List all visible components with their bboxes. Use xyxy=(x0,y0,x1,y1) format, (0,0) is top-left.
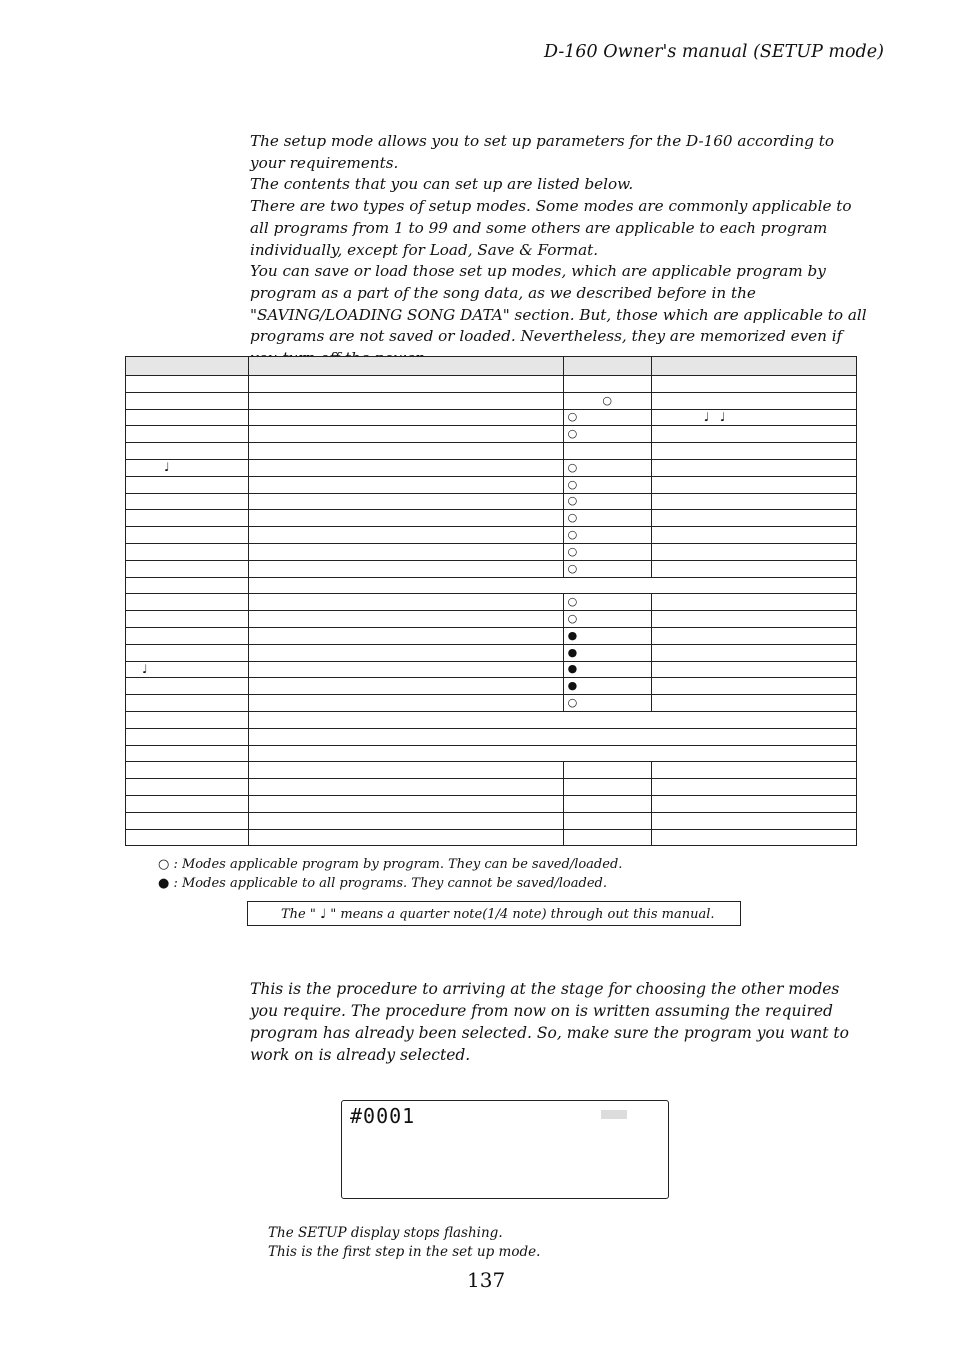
quarter-note-icon: ♩ xyxy=(142,661,148,676)
program-mode-mark: ○ xyxy=(567,544,578,558)
table-row xyxy=(126,627,857,644)
table-row xyxy=(126,543,857,560)
table-row xyxy=(126,560,857,577)
table-row xyxy=(126,594,857,611)
table-row xyxy=(126,527,857,544)
display-caption xyxy=(268,1224,540,1262)
intro-paragraph: The contents that you can set up are listed below. xyxy=(250,175,634,194)
intro-paragraph: There are two types of setup modes. Some modes are commonly applicable to all programs from 1 to 99 and some others are applicable to each program individually, except for Load, Save & Format. xyxy=(250,197,852,259)
table-row xyxy=(126,476,857,493)
program-mode-mark: ○ xyxy=(567,612,578,626)
program-mode-mark: ○ xyxy=(567,494,578,508)
procedure-text: This is the procedure to arriving at the stage for choosing the other modes you require. The procedure from now on is written assuming the required program has already been selected. So, make sure the program you want to work on is already selected. xyxy=(250,980,849,1064)
table-row xyxy=(126,392,857,409)
table-row xyxy=(126,795,857,812)
caption-line: The SETUP display stops flashing. xyxy=(268,1225,503,1241)
intro-text xyxy=(250,131,870,370)
table-row xyxy=(126,745,857,762)
table-row xyxy=(126,728,857,745)
program-mode-mark: ○ xyxy=(567,410,578,424)
program-mode-mark: ○ xyxy=(567,511,578,525)
table-row xyxy=(126,426,857,443)
quarter-note-icon: ♩ xyxy=(719,409,726,424)
table-row xyxy=(126,762,857,779)
caption-line: This is the first step in the set up mode. xyxy=(268,1244,541,1260)
table-row xyxy=(126,459,857,476)
program-mode-mark: ○ xyxy=(602,393,612,407)
program-mode-mark: ○ xyxy=(567,427,578,441)
quarter-note-notice: The " ♩ " means a quarter note(1/4 note) through out this manual. xyxy=(247,901,741,926)
table-row xyxy=(126,661,857,678)
table-row xyxy=(126,443,857,460)
global-mode-mark: ● xyxy=(567,645,578,659)
program-mode-mark: ○ xyxy=(567,561,578,575)
page-header-title: D-160 Owner's manual (SETUP mode) xyxy=(544,42,884,62)
table-row xyxy=(126,376,857,393)
legend-filled-circle: ● : Modes applicable to all programs. They cannot be saved/loaded. xyxy=(158,876,607,891)
table-row xyxy=(126,829,857,846)
lcd-program-number: #0001 xyxy=(350,1104,416,1128)
program-mode-mark: ○ xyxy=(567,477,578,491)
table-row xyxy=(126,711,857,728)
intro-paragraph: You can save or load those set up modes, which are applicable program by program as a part of the song data, as we described before in the "SAVING/LOADING SONG DATA" section. But, those which are applicable to all programs are not saved or loaded. Nevertheless, they are memorized even if xyxy=(250,262,867,346)
table-row xyxy=(126,644,857,661)
lcd-setup-indicator xyxy=(601,1110,627,1119)
global-mode-mark: ● xyxy=(567,662,578,676)
page-number: 137 xyxy=(467,1268,506,1292)
table-row xyxy=(126,779,857,796)
program-mode-mark: ○ xyxy=(567,696,578,710)
program-mode-mark: ○ xyxy=(567,528,578,542)
table-header-row xyxy=(126,357,857,376)
table-row xyxy=(126,493,857,510)
table-row xyxy=(126,678,857,695)
table-row xyxy=(126,611,857,628)
table-row xyxy=(126,409,857,426)
program-mode-mark: ○ xyxy=(567,595,578,609)
setup-modes-table xyxy=(125,356,857,846)
table-row xyxy=(126,577,857,594)
legend-open-circle: ○ : Modes applicable program by program. They can be saved/loaded. xyxy=(158,857,623,872)
quarter-note-icon: ♩ xyxy=(703,409,710,424)
program-mode-mark: ○ xyxy=(567,460,578,474)
table-row xyxy=(126,812,857,829)
global-mode-mark: ● xyxy=(567,628,578,642)
table-row xyxy=(126,510,857,527)
quarter-note-icon: ♩ xyxy=(164,460,170,475)
table-row xyxy=(126,695,857,712)
intro-paragraph: The setup mode allows you to set up parameters for the D-160 according to your requirements. xyxy=(250,132,835,172)
global-mode-mark: ● xyxy=(567,679,578,693)
